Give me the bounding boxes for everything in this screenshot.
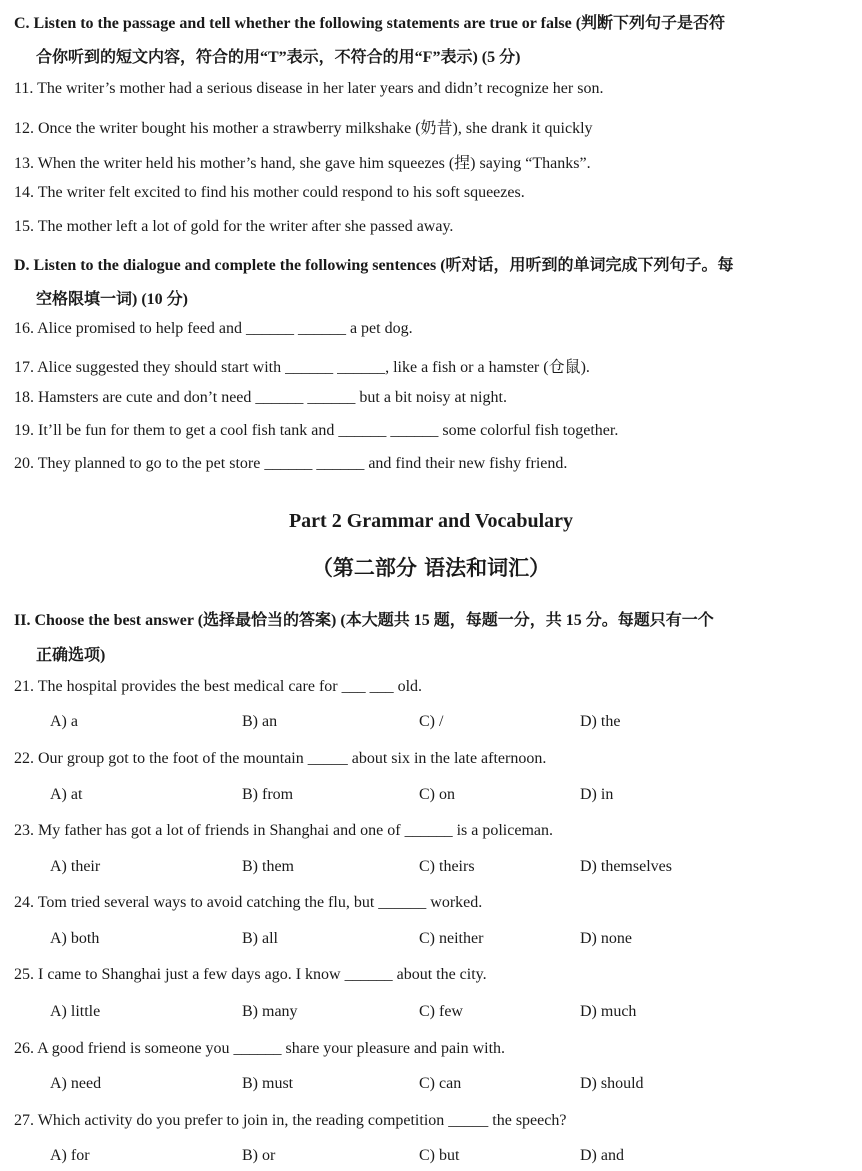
sentence-19: 19. It’ll be fun for them to get a cool fish tank and ______ ______ some colorful fish together.	[14, 422, 619, 439]
option-b: B) from	[242, 786, 294, 803]
option-c: C) /	[419, 713, 444, 730]
statement-12: 12. Once the writer bought his mother a strawberry milkshake (奶昔), she drank it quickly	[14, 120, 593, 137]
option-d: D) much	[580, 1003, 637, 1020]
section-ii-heading: II. Choose the best answer (选择最恰当的答案) (本大题共 15 题，每题一分，共 15 分。每题只有一个	[14, 612, 714, 629]
question-27: 27. Which activity do you prefer to join in, the reading competition _____ the speech?	[14, 1112, 567, 1129]
option-d: D) should	[580, 1075, 644, 1092]
question-25: 25. I came to Shanghai just a few days ago. I know ______ about the city.	[14, 966, 487, 983]
option-d: D) in	[580, 786, 614, 803]
option-b: B) must	[242, 1075, 294, 1092]
option-c: C) neither	[419, 930, 484, 947]
question-21: 21. The hospital provides the best medical care for ___ ___ old.	[14, 678, 423, 695]
option-b: B) an	[242, 713, 278, 730]
option-a: A) their	[50, 858, 101, 875]
sentence-16: 16. Alice promised to help feed and ______ ______ a pet dog.	[14, 320, 413, 337]
option-a: A) little	[50, 1003, 101, 1020]
part-2-title: Part 2 Grammar and Vocabulary	[288, 510, 574, 532]
option-a: A) for	[50, 1147, 90, 1164]
option-d: D) none	[580, 930, 632, 947]
part-2-subtitle: （第二部分 语法和词汇）	[311, 556, 551, 580]
option-a: A) need	[50, 1075, 102, 1092]
sentence-20: 20. They planned to go to the pet store ______ ______ and find their new fishy friend.	[14, 455, 568, 472]
option-c: C) few	[419, 1003, 463, 1020]
option-a: A) at	[50, 786, 83, 803]
question-23: 23. My father has got a lot of friends in Shanghai and one of ______ is a policeman.	[14, 822, 553, 839]
option-b: B) all	[242, 930, 278, 947]
section-c-heading-cont: 合你听到的短文内容，符合的用“T”表示，不符合的用“F”表示) (5 分)	[36, 49, 521, 66]
question-24: 24. Tom tried several ways to avoid catching the flu, but ______ worked.	[14, 894, 483, 911]
option-d: D) themselves	[580, 858, 672, 875]
section-c-heading: C. Listen to the passage and tell whether the following statements are true or false (判断下列句子是否符	[14, 15, 726, 32]
option-b: B) many	[242, 1003, 298, 1020]
sentence-18: 18. Hamsters are cute and don’t need ______ ______ but a bit noisy at night.	[14, 389, 507, 406]
option-c: C) can	[419, 1075, 462, 1092]
option-d: D) the	[580, 713, 621, 730]
option-a: A) a	[50, 713, 78, 730]
question-22: 22. Our group got to the foot of the mountain _____ about six in the late afternoon.	[14, 750, 547, 767]
option-c: C) on	[419, 786, 455, 803]
option-b: B) or	[242, 1147, 276, 1164]
section-ii-heading-cont: 正确选项)	[36, 647, 106, 664]
section-d-heading-cont: 空格限填一词) (10 分)	[36, 291, 188, 308]
option-d: D) and	[580, 1147, 624, 1164]
statement-15: 15. The mother left a lot of gold for the writer after she passed away.	[14, 218, 454, 235]
option-c: C) but	[419, 1147, 460, 1164]
statement-14: 14. The writer felt excited to find his mother could respond to his soft squeezes.	[14, 184, 525, 201]
statement-13: 13. When the writer held his mother’s hand, she gave him squeezes (捏) saying “Thanks”.	[14, 155, 591, 172]
option-b: B) them	[242, 858, 294, 875]
statement-11: 11. The writer’s mother had a serious disease in her later years and didn’t recognize her son.	[14, 80, 604, 97]
sentence-17: 17. Alice suggested they should start with ______ ______, like a fish or a hamster (仓鼠).	[14, 359, 590, 376]
option-c: C) theirs	[419, 858, 475, 875]
question-26: 26. A good friend is someone you ______ share your pleasure and pain with.	[14, 1040, 506, 1057]
section-d-heading: D. Listen to the dialogue and complete the following sentences (听对话，用听到的单词完成下列句子。每	[14, 257, 734, 274]
option-a: A) both	[50, 930, 100, 947]
